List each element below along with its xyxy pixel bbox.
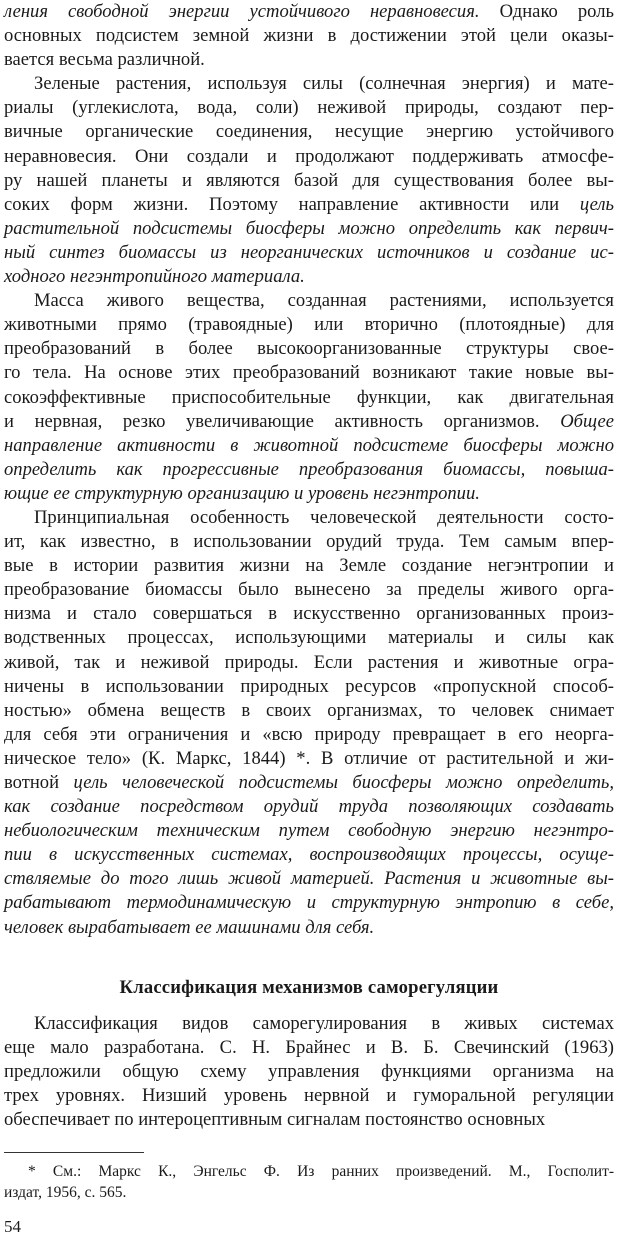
text-line xyxy=(4,482,614,506)
text-line xyxy=(4,578,614,602)
text-line xyxy=(4,843,614,867)
page-number: 54 xyxy=(4,1217,21,1237)
text-line xyxy=(4,434,614,458)
section-text xyxy=(4,1012,614,1132)
text-line xyxy=(4,289,614,313)
text-span: ностью» обмена веществ в своих организмах, то человек снимает xyxy=(4,699,614,721)
text-line xyxy=(4,0,614,24)
text-line xyxy=(4,241,614,265)
text-line xyxy=(4,217,614,241)
text-line xyxy=(4,795,614,819)
italic-text: ствляемые до того лишь живой материей. Растения и животные вы- xyxy=(4,868,614,890)
italic-text: ходного негэнтропийного материала. xyxy=(4,266,305,288)
text-line xyxy=(4,72,614,96)
text-line xyxy=(4,554,614,578)
text-line xyxy=(4,1060,614,1084)
text-line xyxy=(4,265,614,289)
text-line xyxy=(4,747,614,771)
text-line xyxy=(4,337,614,361)
footnote-line: издат, 1956, с. 565. xyxy=(4,1184,127,1202)
italic-text: растительной подсистемы биосферы можно определить как первич- xyxy=(4,217,614,239)
italic-text: ющие ее структурную организацию и уровень негэнтропии. xyxy=(4,482,480,504)
text-span: ру нашей планеты и являются базой для существования более вы- xyxy=(4,169,614,191)
text-span: трех уровнях. Низший уровень нервной и гуморальной регуляции xyxy=(4,1084,614,1106)
text-line xyxy=(4,602,614,626)
text-line xyxy=(4,771,614,795)
text-span: соких форм жизни. Поэтому направление активности или xyxy=(4,193,580,215)
text-line xyxy=(4,819,614,843)
paragraph xyxy=(4,1012,614,1132)
text-line xyxy=(4,1036,614,1060)
text-span: живой, так и неживой природы. Если растения и животные огра- xyxy=(4,651,614,673)
text-span: ничены в использовании природных ресурсов «пропускной способ- xyxy=(4,675,614,697)
text-line xyxy=(4,1012,614,1036)
text-line xyxy=(4,458,614,482)
book-page xyxy=(4,0,614,1237)
text-line xyxy=(4,867,614,891)
text-line xyxy=(4,651,614,675)
paragraph xyxy=(4,506,614,940)
text-span: Принципиальная особенность человеческой деятельности состо- xyxy=(34,506,614,528)
text-line xyxy=(4,386,614,410)
text-line xyxy=(4,675,614,699)
text-span: обеспечивает по интероцептивным сигналам постоянство основных xyxy=(4,1109,546,1131)
text-span: предложили общую схему управления функциями организма на xyxy=(4,1060,614,1082)
italic-text: пии в искусственных системах, воспроизводящих процессы, осуще- xyxy=(4,844,614,866)
text-line xyxy=(4,916,614,940)
text-line xyxy=(4,193,614,217)
text-span: ническое тело» (К. Маркс, 1844) *. В отличие от растительной и жи- xyxy=(4,747,614,769)
text-span: низма и стало совершаться в искусственно организованных произ- xyxy=(4,603,614,625)
paragraph xyxy=(4,289,614,506)
text-span: неравновесия. Они создали и продолжают поддерживать атмосфе- xyxy=(4,145,614,167)
footnote xyxy=(4,1161,614,1203)
text-line xyxy=(4,723,614,747)
text-span: ит, как известно, в использовании орудий труда. Тем самым впер- xyxy=(4,531,614,553)
italic-text: определить как прогрессивные преобразования биомассы, повыша- xyxy=(4,458,614,480)
text-span: и нервная, резко увеличивающие активность организмов. xyxy=(4,410,561,432)
text-line xyxy=(4,530,614,554)
italic-text: цель человеческой подсистемы биосферы можно определить, xyxy=(73,772,614,793)
italic-text: направление активности в животной подсистеме биосферы можно xyxy=(4,434,614,456)
text-line xyxy=(4,506,614,530)
paragraph xyxy=(4,0,614,72)
text-line xyxy=(4,313,614,337)
text-span: вичные органические соединения, несущие энергию устойчивого xyxy=(4,121,614,143)
body-text xyxy=(4,0,614,940)
text-span: го тела. На основе этих преобразований возникают такие новые вы- xyxy=(4,362,614,384)
text-span: Классификация видов саморегулирования в живых системах xyxy=(34,1012,614,1034)
italic-text: цель xyxy=(579,193,614,215)
text-span: вые в истории развития жизни на Земле создание негэнтропии и xyxy=(4,555,614,577)
footnote-line: * См.: Маркс К., Энгельс Ф. Из ранних произведений. М., Госполит- xyxy=(28,1163,614,1181)
text-span: Однако роль xyxy=(479,1,614,22)
text-span: вотной xyxy=(4,772,74,793)
text-span: преобразование биомассы было вынесено за пределы живого орга- xyxy=(4,579,614,601)
text-span: вается весьма различной. xyxy=(4,49,205,71)
text-span: для себя эти ограничения и «всю природу превращает в его неорга- xyxy=(4,723,614,745)
text-span: сокоэффективные приспособительные функции, как двигательная xyxy=(4,386,614,408)
text-line xyxy=(4,24,614,48)
italic-text: человек вырабатывает ее машинами для себя. xyxy=(4,916,375,938)
text-line xyxy=(4,1108,614,1132)
italic-text: небиологическим техническим путем свободную энергию негэнтро- xyxy=(4,820,614,842)
section-heading: Классификация механизмов саморегуляции xyxy=(119,976,499,998)
paragraph xyxy=(4,72,614,289)
text-line xyxy=(4,48,614,72)
text-span: преобразований в более высокоорганизованные структуры свое- xyxy=(4,338,614,360)
italic-text: как создание посредством орудий труда позволяющих создавать xyxy=(4,796,614,818)
text-line xyxy=(4,120,614,144)
text-line xyxy=(4,361,614,385)
text-line xyxy=(4,699,614,723)
italic-text: ный синтез биомассы из неорганических источников и создание ис- xyxy=(4,241,614,263)
footnote-separator xyxy=(4,1152,144,1153)
italic-text: ления свободной энергии устойчивого неравновесия. xyxy=(4,1,480,22)
italic-text: Общее xyxy=(560,410,614,432)
text-span: Зеленые растения, используя силы (солнечная энергия) и мате- xyxy=(34,73,614,95)
text-line xyxy=(4,96,614,120)
text-line xyxy=(4,1084,614,1108)
text-span: риалы (углекислота, вода, соли) неживой природы, создают пер- xyxy=(4,97,614,119)
text-line xyxy=(4,169,614,193)
text-line xyxy=(4,145,614,169)
text-span: животными прямо (травоядные) или вторично (плотоядные) для xyxy=(4,314,614,336)
italic-text: рабатывают термодинамическую и структурную энтропию в себе, xyxy=(4,892,614,914)
text-span: еще мало разработана. С. Н. Брайнес и В. Б. Свечинский (1963) xyxy=(4,1036,614,1058)
text-span: основных подсистем земной жизни в достижении этой цели оказы- xyxy=(4,25,614,47)
text-line xyxy=(4,410,614,434)
text-span: водственных процессах, использующими материалы и силы как xyxy=(4,627,614,649)
text-line xyxy=(4,626,614,650)
text-span: Масса живого вещества, созданная растениями, используется xyxy=(34,290,614,312)
text-line xyxy=(4,891,614,915)
